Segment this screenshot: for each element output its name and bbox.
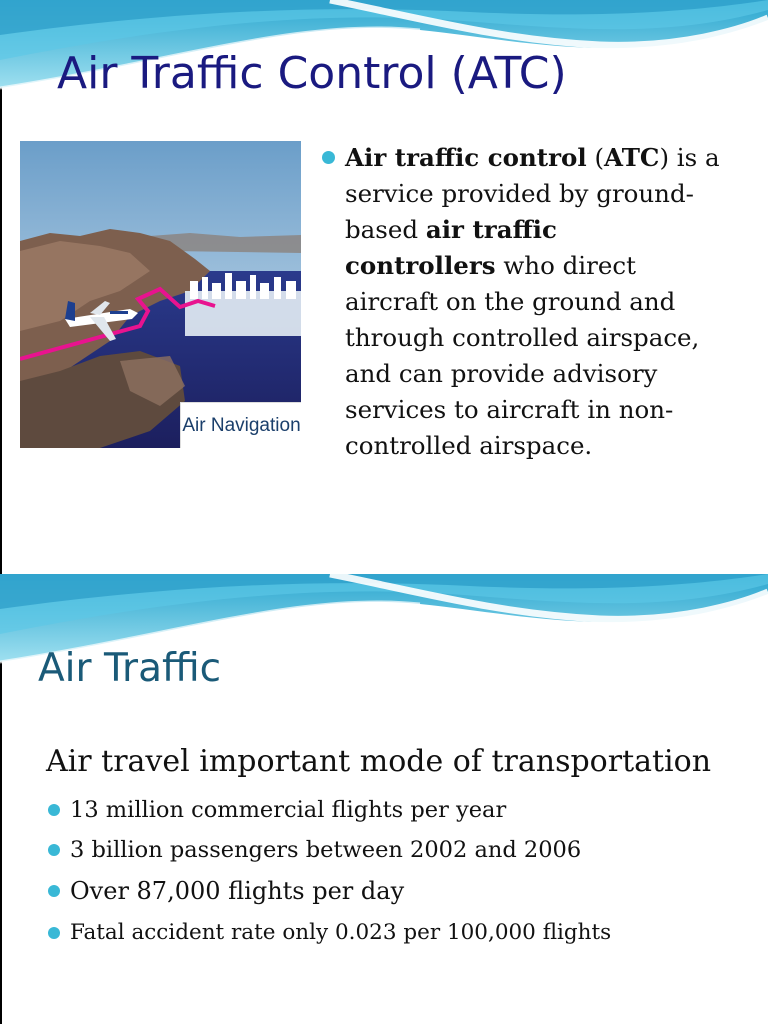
- slide-title: Air Traffic: [38, 646, 222, 691]
- bullet-icon: [48, 885, 60, 897]
- bullet-icon: [48, 927, 60, 939]
- definition-line: [322, 428, 742, 464]
- list-item: [48, 790, 611, 830]
- text-run: through controlled airspace,: [345, 323, 700, 352]
- atc-definition: [322, 140, 742, 464]
- bullet-icon: [48, 804, 60, 816]
- text-run: service provided by ground-: [345, 179, 694, 208]
- bold-term: controllers: [345, 251, 496, 280]
- text-run: (: [586, 143, 605, 172]
- list-item: [48, 870, 611, 912]
- definition-line: [322, 140, 742, 176]
- definition-line: [322, 392, 742, 428]
- text-run: ) is a: [659, 143, 720, 172]
- text-run: services to aircraft in non-: [345, 395, 674, 424]
- list-item-text: 13 million commercial flights per year: [70, 797, 507, 823]
- text-run: who direct: [495, 251, 636, 280]
- bullet-icon: [322, 151, 335, 164]
- text-run: controlled airspace.: [345, 431, 593, 460]
- subheading: Air travel important mode of transportation: [46, 744, 712, 779]
- definition-line: [322, 356, 742, 392]
- list-item-text: Over 87,000 flights per day: [70, 877, 405, 905]
- slide-2: [0, 574, 768, 1024]
- image-caption: Air Navigation: [180, 402, 301, 448]
- bold-term: air traffic: [425, 215, 557, 244]
- list-item: [48, 912, 611, 954]
- definition-line: [322, 212, 742, 248]
- text-run: and can provide advisory: [345, 359, 658, 388]
- list-item-text: Fatal accident rate only 0.023 per 100,000 flights: [70, 920, 612, 945]
- bold-term: ATC: [604, 143, 660, 172]
- atc-definition-lines: [322, 140, 742, 464]
- definition-line: [322, 284, 742, 320]
- text-run: aircraft on the ground and: [345, 287, 676, 316]
- definition-line: [322, 320, 742, 356]
- air-navigation-photo: [20, 141, 301, 448]
- list-item: [48, 830, 611, 870]
- text-run: based: [345, 215, 426, 244]
- definition-line: [322, 248, 742, 284]
- bullet-icon: [48, 844, 60, 856]
- air-traffic-facts: [48, 790, 611, 954]
- definition-line: [322, 176, 742, 212]
- slide-title: Air Traffic Control (ATC): [57, 48, 567, 99]
- bold-term: Air traffic control: [345, 143, 587, 172]
- list-item-text: 3 billion passengers between 2002 and 2006: [70, 837, 582, 863]
